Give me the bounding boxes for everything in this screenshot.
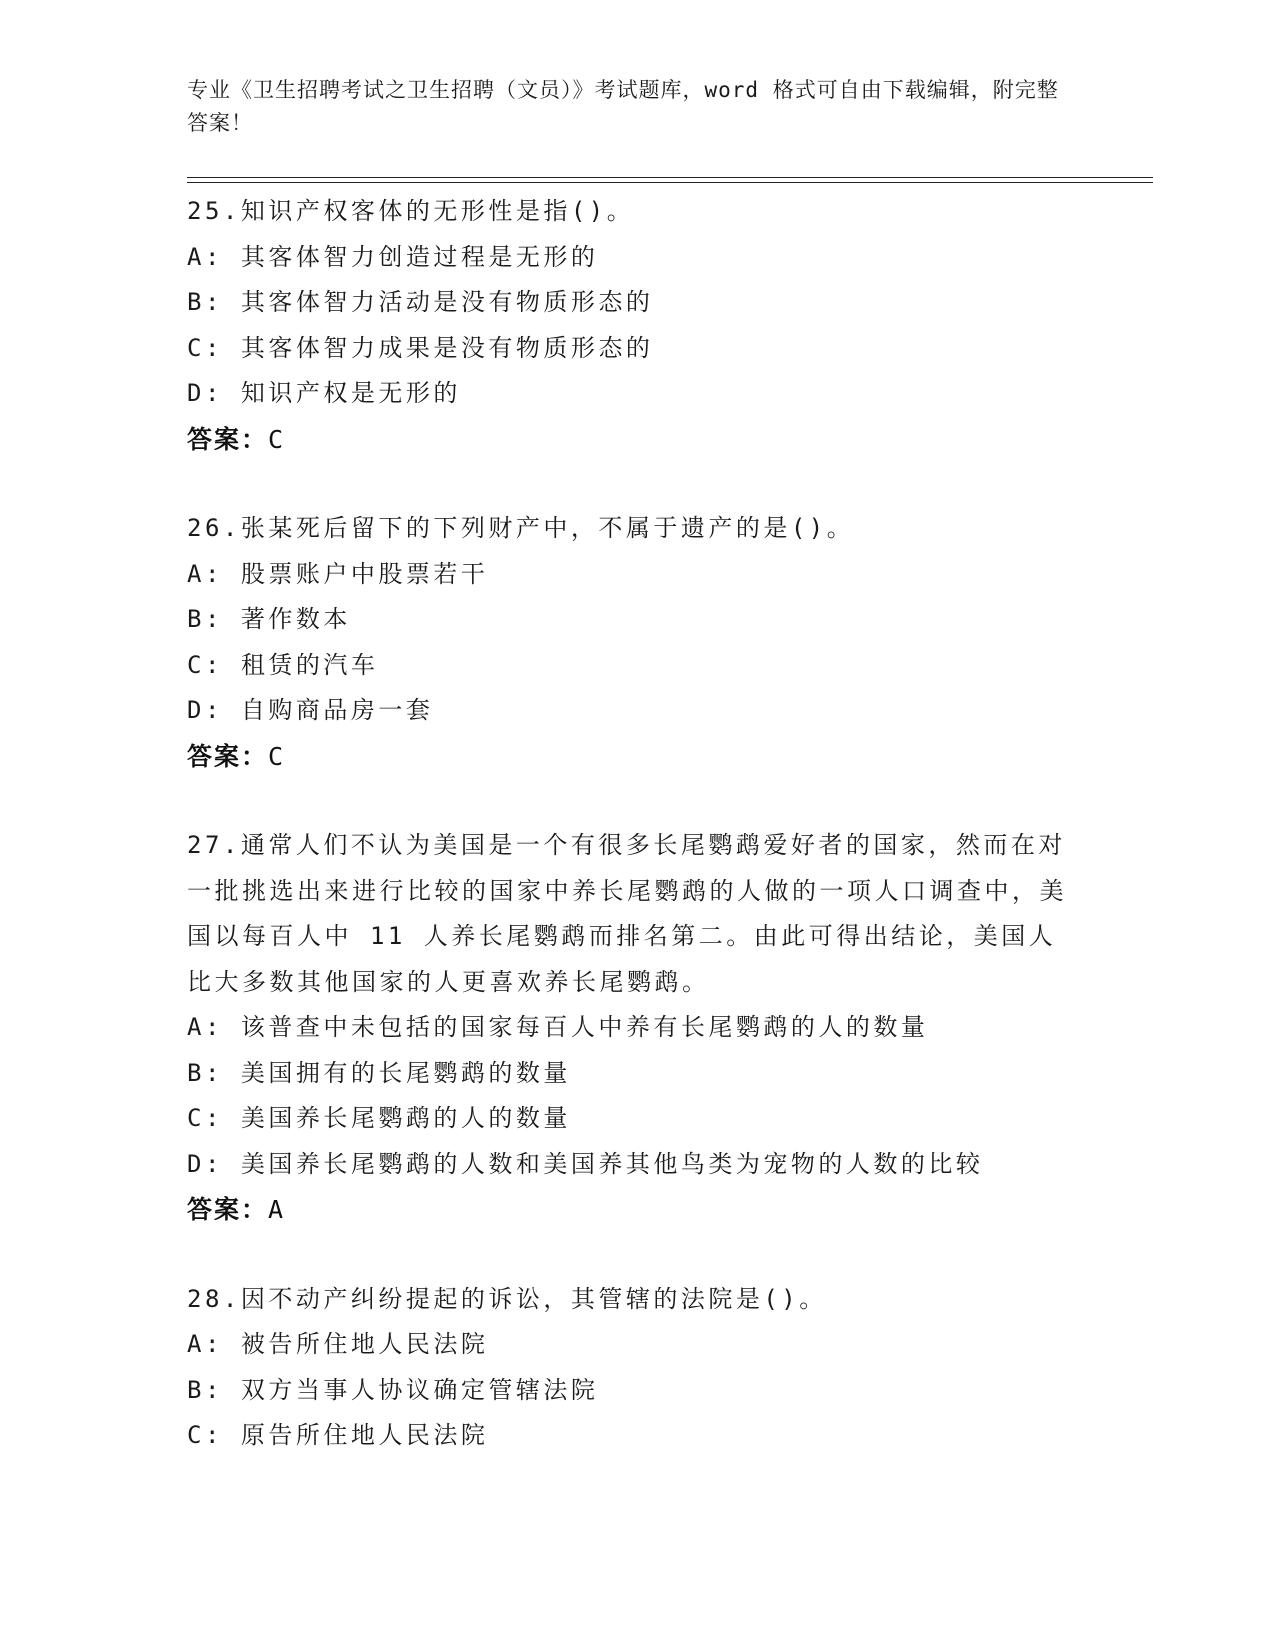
option-a: A: 其客体智力创造过程是无形的 (187, 242, 599, 271)
option-c: C: 美国养长尾鹦鹉的人的数量 (187, 1104, 571, 1132)
answer-line (187, 417, 1087, 463)
answer-line (187, 1187, 1087, 1233)
question-stem: 28.因不动产纠纷提起的诉讼，其管辖的法院是()。 (187, 1284, 827, 1313)
answer-label: 答案： (187, 1195, 269, 1224)
option-a: A: 被告所住地人民法院 (187, 1330, 489, 1358)
option-b: B: 美国拥有的长尾鹦鹉的数量 (187, 1058, 571, 1087)
question-28 (187, 1277, 1087, 1459)
option-b: B: 其客体智力活动是没有物质形态的 (187, 288, 654, 316)
question-stem: 25.知识产权客体的无形性是指()。 (187, 197, 635, 225)
header-divider-top (187, 177, 1153, 178)
answer-value: C (268, 424, 286, 454)
question-27 (187, 823, 1087, 1233)
option-c: C: 原告所住地人民法院 (187, 1421, 489, 1449)
document-header: 专业《卫生招聘考试之卫生招聘（文员）》考试题库，word 格式可自由下载编辑，附完整答案！ (187, 78, 1059, 135)
answer-label: 答案： (187, 741, 269, 771)
option-d: D: 自购商品房一套 (187, 696, 434, 724)
answer-line (187, 734, 1087, 780)
answer-label: 答案： (187, 424, 269, 454)
answer-value: A (268, 1195, 286, 1224)
question-26 (187, 506, 1087, 779)
option-c: C: 其客体智力成果是没有物质形态的 (187, 333, 654, 362)
option-a: A: 股票账户中股票若干 (187, 559, 489, 588)
option-a: A: 该普查中未包括的国家每百人中养有长尾鹦鹉的人的数量 (187, 1013, 929, 1041)
option-b: B: 双方当事人协议确定管辖法院 (187, 1375, 599, 1404)
option-d: D: 知识产权是无形的 (187, 379, 461, 407)
question-25 (187, 189, 1087, 462)
option-d: D: 美国养长尾鹦鹉的人数和美国养其他鸟类为宠物的人数的比较 (187, 1149, 984, 1178)
question-list (187, 189, 1087, 1503)
question-stem: 26.张某死后留下的下列财产中，不属于遗产的是()。 (187, 514, 855, 542)
option-b: B: 著作数本 (187, 605, 351, 633)
option-c: C: 租赁的汽车 (187, 650, 379, 679)
answer-value: C (268, 741, 286, 771)
question-stem: 27.通常人们不认为美国是一个有很多长尾鹦鹉爱好者的国家，然而在对一批挑选出来进行比较的国家中养长尾鹦鹉的人做的一项人口调查中，美国以每百人中 11 人养长尾鹦鹉而排名第二。由此可得出结论，美国人比大多数其他国家的人更喜欢养长尾鹦鹉。 (187, 831, 1067, 996)
header-divider-bottom (187, 182, 1153, 183)
